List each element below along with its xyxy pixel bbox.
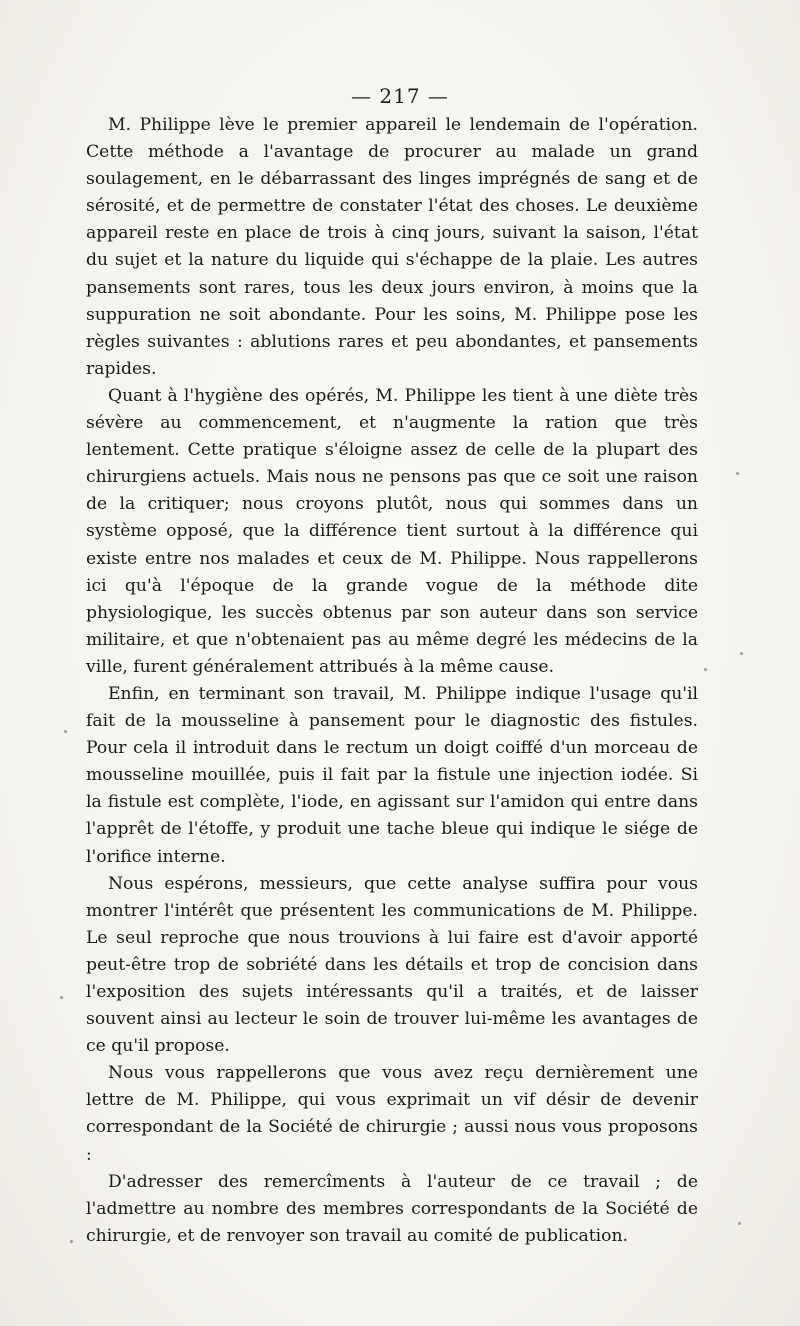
paragraph-dressing: M. Philippe lève le premier appareil le lendemain de l'opération. Cette méthode a l'avantage de procurer au malade un grand soulagement, en le débarrassant des linges imprégnés de sang et de sérosité, et de permettre de constater l'état des choses. Le deuxième appareil reste en place de trois à cinq jours, suivant la saison, l'état du sujet et la nature du liquide qui s'échappe de la plaie. Les autres pansements sont rares, tous les deux jours environ, à moins que la suppuration ne soit abondante. Pour les soins, M. Philippe pose les règles suivantes : ablutions rares et peu abondantes, et pansements rapides. [86,115,698,379]
paper-speck [70,1240,73,1243]
body-text [86,112,698,1250]
paper-speck [704,668,707,671]
paragraph-proposals: D'adresser des remercîments à l'auteur de ce travail ; de l'admettre au nombre des membres correspondants de la Société de chirurgie, et de renvoyer son travail au comité de publication. [86,1171,698,1246]
paragraph-fistula-diagnosis: Enfin, en terminant son travail, M. Philippe indique l'usage qu'il fait de la mousseline à pansement pour le diagnostic des fistules. Pour cela il introduit dans le rectum un doigt coiffé d'un morceau de mousseline mouillée, puis il fait par la fistule une injection iodée. Si la fistule est complète, l'iode, en agissant sur l'amidon qui entre dans l'apprêt de l'étoffe, y produit une tache bleue qui indique le siége de l'orifice interne. [86,683,698,867]
paper-speck [64,730,67,733]
paper-speck [740,652,743,655]
page-number: — 217 — [351,84,449,108]
paragraph-hygiene: Quant à l'hygiène des opérés, M. Philippe les tient à une diète très sévère au commencement, et n'augmente la ration que très lentement. Cette pratique s'éloigne assez de celle de la plupart des chirurgiens actuels. Mais nous ne pensons pas que ce soit une raison de la critiquer; nous croyons plutôt, nous qui sommes dans un système opposé, que la différence tient surtout à la différence qui existe entre nos malades et ceux de M. Philippe. Nous rappellerons ici qu'à l'époque de la grande vogue de la méthode dite physiologique, les succès obtenus par son auteur dans son service militaire, et que n'obtenaient pas au même degré les médecins de la ville, furent généralement attribués à la même cause. [86,385,698,677]
paper-speck [60,996,63,999]
paper-speck [736,472,739,475]
paragraph-letter: Nous vous rappellerons que vous avez reçu dernièrement une lettre de M. Philippe, qui vous exprimait un vif désir de devenir correspondant de la Société de chirurgie ; aussi nous vous proposons : [86,1063,698,1165]
paragraph-assessment: Nous espérons, messieurs, que cette analyse suffira pour vous montrer l'intérêt que présentent les communications de M. Philippe. Le seul reproche que nous trouvions à lui faire est d'avoir apporté peut-être trop de sobriété dans les détails et trop de concision dans l'exposition des sujets intéressants qu'il a traités, et de laisser souvent ainsi au lecteur le soin de trouver lui-même les avantages de ce qu'il propose. [86,873,698,1057]
paper-speck [738,1222,741,1225]
